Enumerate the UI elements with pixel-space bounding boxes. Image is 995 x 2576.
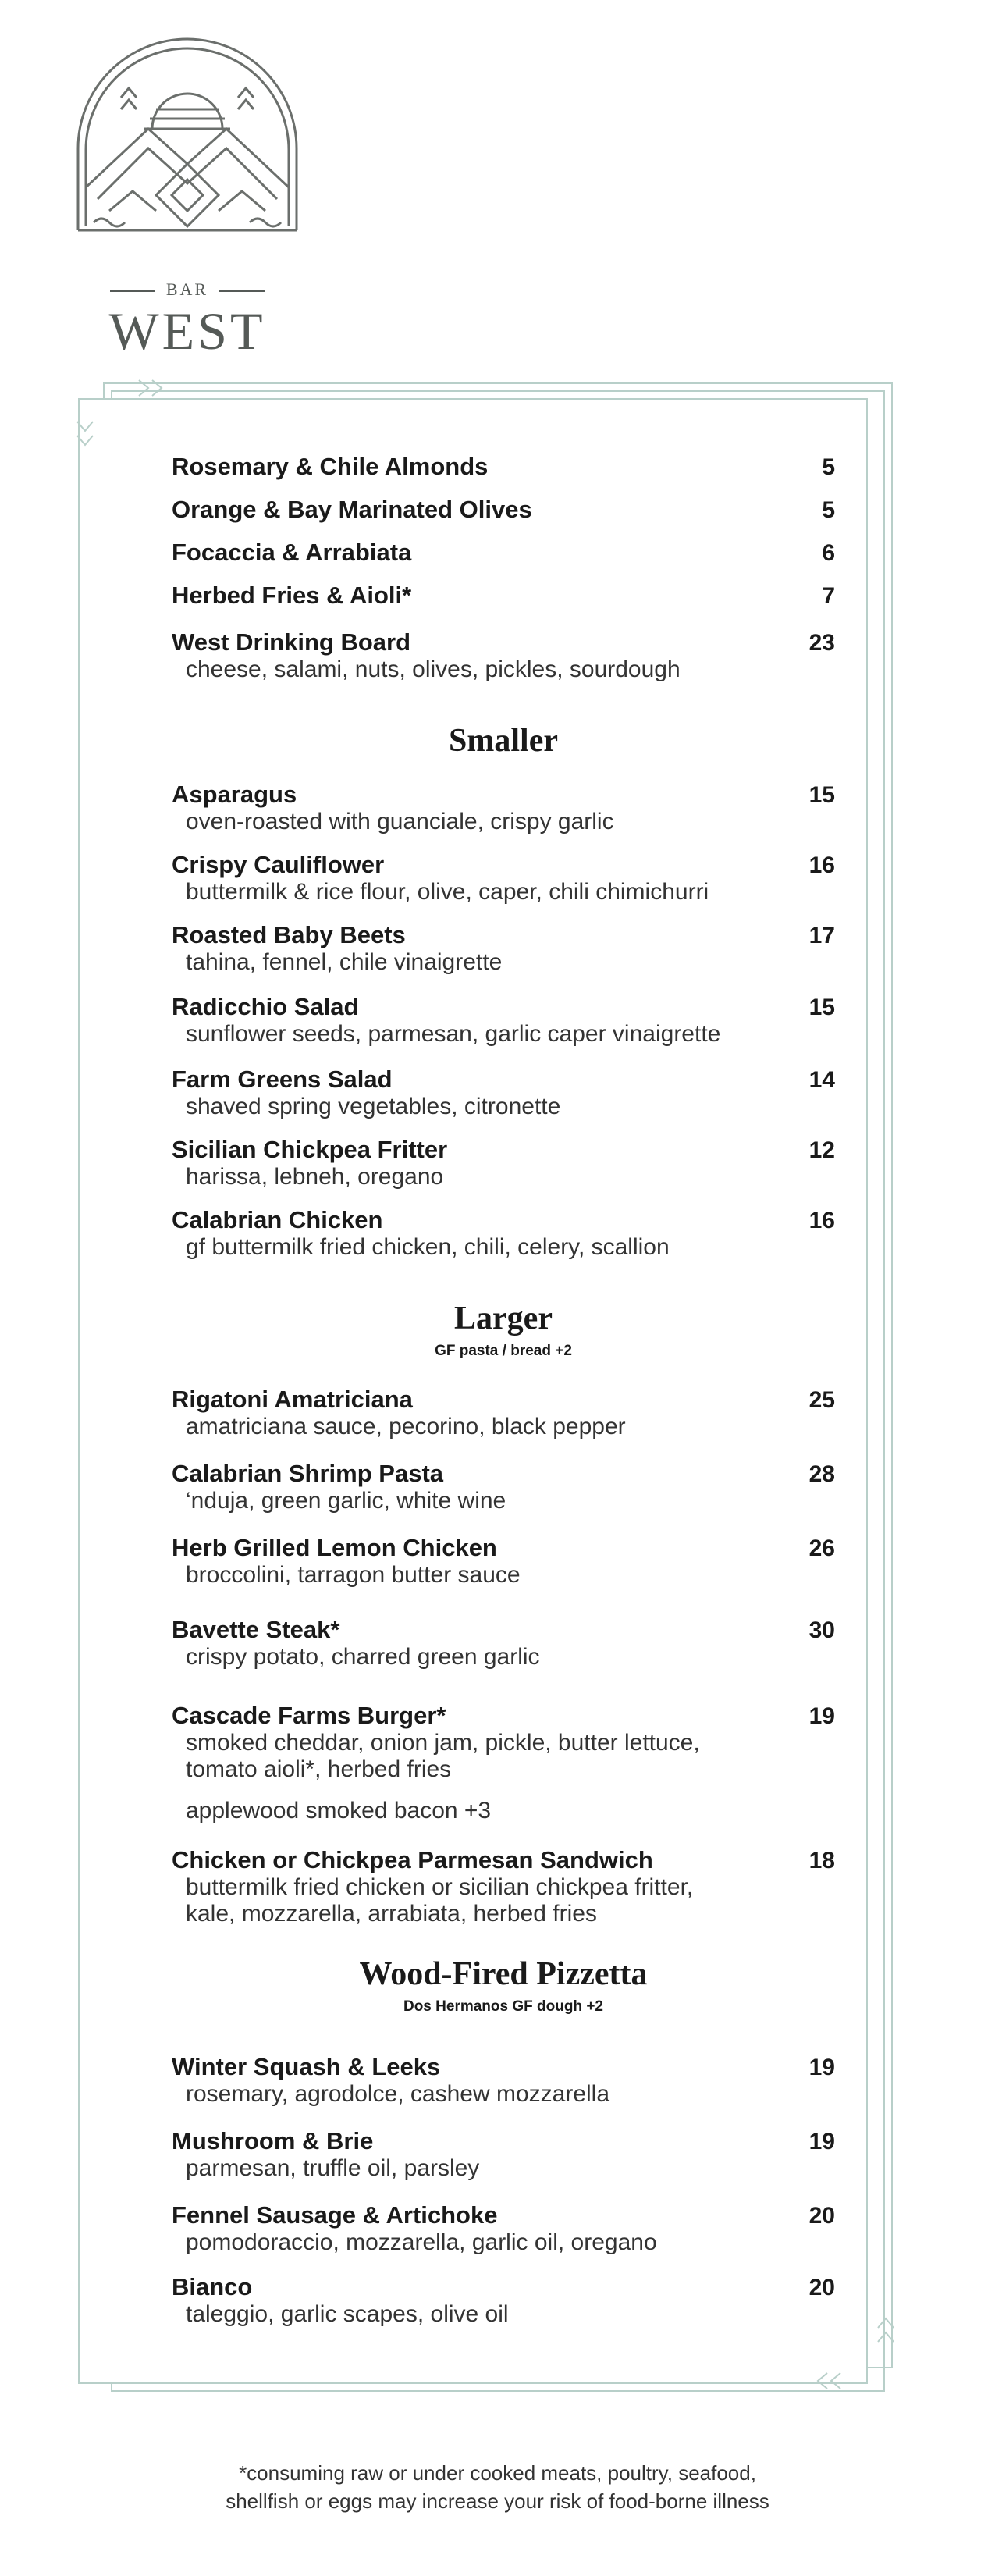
item-name: Radicchio Salad <box>172 993 359 1020</box>
item-description: tahina, fennel, chile vinaigrette <box>186 949 503 975</box>
item-price: 19 <box>808 1703 835 1729</box>
item-description: amatriciana sauce, pecorino, black pepper <box>186 1414 626 1439</box>
section-title-larger: Larger <box>454 1300 553 1336</box>
item-description: oven-roasted with guanciale, crispy garlic <box>186 809 614 834</box>
item-description: crispy potato, charred green garlic <box>186 1644 540 1670</box>
item-description: harissa, lebneh, oregano <box>186 1164 444 1190</box>
west-label: WEST <box>108 301 266 361</box>
item-name: Rigatoni Amatriciana <box>172 1386 413 1413</box>
item-price: 23 <box>808 630 835 656</box>
item-name: West Drinking Board <box>172 628 411 656</box>
item-name: Fennel Sausage & Artichoke <box>172 2201 498 2229</box>
item-price: 17 <box>808 923 835 948</box>
section-note-larger: GF pasta / bread +2 <box>435 1343 572 1359</box>
item-price: 15 <box>808 782 835 808</box>
item-name: Focaccia & Arrabiata <box>172 539 412 566</box>
section-note-pizzetta: Dos Hermanos GF dough +2 <box>403 1998 603 2015</box>
item-name: Farm Greens Salad <box>172 1066 393 1093</box>
item-description: ‘nduja, green garlic, white wine <box>186 1488 506 1514</box>
mountain-sun-emblem-icon <box>62 31 312 265</box>
item-price: 7 <box>822 583 835 609</box>
chevron-right-deco-icon <box>133 376 179 400</box>
item-price: 12 <box>808 1137 835 1163</box>
item-description: parmesan, truffle oil, parsley <box>186 2155 480 2181</box>
item-description: cheese, salami, nuts, olives, pickles, sourdough <box>186 656 681 682</box>
item-name: Herbed Fries & Aioli* <box>172 582 412 609</box>
item-description-line2: kale, mozzarella, arrabiata, herbed fries <box>186 1901 597 1927</box>
item-name: Sicilian Chickpea Fritter <box>172 1136 448 1163</box>
item-price: 5 <box>822 454 835 480</box>
item-price: 18 <box>808 1848 835 1873</box>
item-name: Herb Grilled Lemon Chicken <box>172 1534 497 1561</box>
item-price: 28 <box>808 1461 835 1487</box>
allergy-footnote <box>0 2459 995 2515</box>
item-price: 20 <box>808 2203 835 2229</box>
item-description: rosemary, agrodolce, cashew mozzarella <box>186 2081 610 2107</box>
section-title-pizzetta: Wood-Fired Pizzetta <box>359 1956 648 1992</box>
bar-label: BAR <box>62 279 312 300</box>
item-price: 19 <box>808 2055 835 2080</box>
item-description: buttermilk fried chicken or sicilian chickpea fritter, <box>186 1874 694 1900</box>
item-price: 6 <box>822 540 835 566</box>
item-name: Bianco <box>172 2273 253 2300</box>
item-name: Crispy Cauliflower <box>172 851 385 878</box>
item-name: Winter Squash & Leeks <box>172 2053 441 2080</box>
item-extra-option: applewood smoked bacon +3 <box>186 1798 492 1823</box>
item-price: 15 <box>808 994 835 1020</box>
item-description: gf buttermilk fried chicken, chili, celery, scallion <box>186 1234 670 1260</box>
section-title-smaller: Smaller <box>449 723 558 759</box>
item-name: Asparagus <box>172 781 297 808</box>
item-name: Roasted Baby Beets <box>172 921 406 948</box>
item-name: Mushroom & Brie <box>172 2127 374 2154</box>
footnote-line2: shellfish or eggs may increase your risk of food-borne illness <box>226 2489 769 2513</box>
item-name: Cascade Farms Burger* <box>172 1702 446 1729</box>
footnote-line1: *consuming raw or under cooked meats, poultry, seafood, <box>239 2461 756 2485</box>
item-name: Calabrian Chicken <box>172 1206 383 1233</box>
item-description: shaved spring vegetables, citronette <box>186 1094 561 1119</box>
item-price: 26 <box>808 1535 835 1561</box>
item-price: 25 <box>808 1387 835 1413</box>
item-name: Orange & Bay Marinated Olives <box>172 496 532 523</box>
item-price: 5 <box>822 497 835 523</box>
chevron-up-deco-icon <box>874 2311 897 2365</box>
item-name: Bavette Steak* <box>172 1616 340 1643</box>
item-price: 20 <box>808 2275 835 2300</box>
item-price: 16 <box>808 852 835 878</box>
item-description: broccolini, tarragon butter sauce <box>186 1562 521 1588</box>
item-description-line2: tomato aioli*, herbed fries <box>186 1756 452 1782</box>
item-description: taleggio, garlic scapes, olive oil <box>186 2301 509 2327</box>
item-description: smoked cheddar, onion jam, pickle, butter lettuce, <box>186 1730 700 1756</box>
item-name: Chicken or Chickpea Parmesan Sandwich <box>172 1846 653 1873</box>
bar-west-logo <box>62 31 312 361</box>
chevron-left-deco-icon <box>812 2369 858 2393</box>
item-price: 16 <box>808 1208 835 1233</box>
item-price: 30 <box>808 1617 835 1643</box>
chevron-down-deco-icon <box>73 414 97 468</box>
item-name: Calabrian Shrimp Pasta <box>172 1460 444 1487</box>
item-description: sunflower seeds, parmesan, garlic caper vinaigrette <box>186 1021 721 1047</box>
item-description: buttermilk & rice flour, olive, caper, chili chimichurri <box>186 879 709 905</box>
item-name: Rosemary & Chile Almonds <box>172 453 489 480</box>
item-price: 14 <box>808 1067 835 1093</box>
item-price: 19 <box>808 2129 835 2154</box>
item-description: pomodoraccio, mozzarella, garlic oil, oregano <box>186 2229 657 2255</box>
